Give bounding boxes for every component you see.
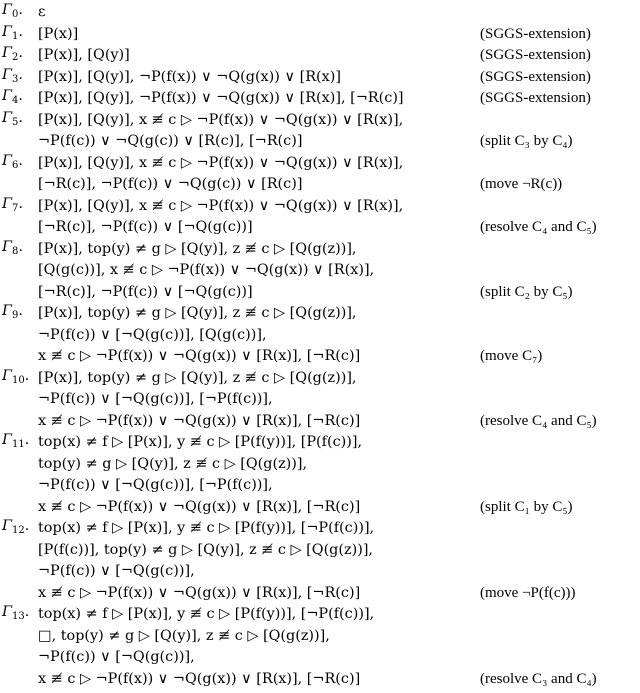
derivation-line	[0, 626, 640, 648]
derivation-line	[0, 153, 640, 175]
clause-sequence: [P(x)], top(y) ≠ g ▷ [Q(y)], z ≢ c ▷ [Q(g(z))],	[38, 305, 357, 322]
justification: (move ¬R(c))	[480, 176, 563, 193]
clause-sequence: ε	[38, 4, 46, 20]
derivation-line	[0, 497, 640, 519]
step-label	[0, 602, 38, 628]
derivation-line	[0, 196, 640, 218]
step-symbol: Γ	[2, 604, 12, 621]
justification: (resolve C₄ and C₅)	[480, 219, 597, 236]
step-dot: .	[24, 432, 30, 449]
step-number: 3	[12, 73, 19, 85]
step-label	[0, 430, 38, 456]
derivation-line	[0, 454, 640, 476]
step-number: 11	[12, 439, 25, 451]
derivation-line	[0, 389, 640, 411]
step-symbol: Γ	[2, 518, 12, 535]
derivation-line	[0, 604, 640, 626]
derivation-line	[0, 540, 640, 562]
step-number: 2	[12, 52, 19, 64]
step-dot: .	[18, 195, 23, 212]
clause-sequence: top(x) ≠ f ▷ [P(x)], y ≢ c ▷ [P(f(y))], [¬P(f(c))],	[38, 606, 375, 623]
justification: (resolve C₃ and C₄)	[480, 670, 597, 687]
clause-sequence: top(x) ≠ f ▷ [P(x)], y ≢ c ▷ [P(f(y))], [P(f(c))],	[38, 434, 363, 451]
derivation-line	[0, 2, 640, 24]
derivation-line	[0, 239, 640, 261]
clause-sequence: [¬R(c)], ¬P(f(c)) ∨ ¬Q(g(c)) ∨ [R(c)]	[38, 176, 303, 193]
derivation-line	[0, 518, 640, 540]
clause-sequence: [P(x)], [Q(y)], x ≢ c ▷ ¬P(f(x)) ∨ ¬Q(g(x)) ∨ [R(x)],	[38, 111, 404, 128]
step-number: 0	[12, 9, 19, 20]
clause-sequence: □, top(y) ≠ g ▷ [Q(y)], z ≢ c ▷ [Q(g(z))],	[38, 627, 330, 644]
step-label	[0, 366, 38, 392]
step-symbol: Γ	[2, 152, 12, 169]
step-symbol: Γ	[2, 66, 12, 83]
justification: (SGGS-extension)	[480, 90, 591, 107]
derivation-line	[0, 45, 640, 67]
clause-sequence: [P(x)], [Q(y)], ¬P(f(x)) ∨ ¬Q(g(x)) ∨ [R(x)]	[38, 68, 341, 85]
clause-sequence: [P(x)], [Q(y)], x ≢ c ▷ ¬P(f(x)) ∨ ¬Q(g(x)) ∨ [R(x)],	[38, 197, 404, 214]
clause-sequence: ¬P(f(c)) ∨ [¬Q(g(c))], [¬P(f(c))],	[38, 391, 273, 408]
step-dot: .	[24, 518, 30, 535]
clause-sequence: ¬P(f(c)) ∨ ¬Q(g(c)) ∨ [R(c)], [¬R(c)]	[38, 133, 303, 150]
step-symbol: Γ	[2, 23, 12, 40]
step-symbol: Γ	[2, 109, 12, 126]
step-number: 5	[12, 116, 19, 128]
step-number: 13	[12, 611, 25, 623]
step-symbol: Γ	[2, 2, 12, 18]
derivation-line	[0, 24, 640, 46]
step-dot: .	[18, 152, 23, 169]
clause-sequence: [P(f(c))], top(y) ≠ g ▷ [Q(y)], z ≢ c ▷ [Q(g(z))],	[38, 541, 374, 558]
clause-sequence: ¬P(f(c)) ∨ [¬Q(g(c))],	[38, 563, 195, 580]
step-symbol: Γ	[2, 432, 12, 449]
step-number: 8	[12, 245, 19, 257]
step-label	[0, 301, 38, 327]
derivation-line	[0, 411, 640, 433]
derivation-line	[0, 475, 640, 497]
justification: (SGGS-extension)	[480, 25, 591, 42]
step-dot: .	[24, 367, 30, 384]
clause-sequence: [P(x)], top(y) ≠ g ▷ [Q(y)], z ≢ c ▷ [Q(g(z))],	[38, 369, 357, 386]
step-number: 9	[12, 310, 19, 322]
justification: (SGGS-extension)	[480, 47, 591, 64]
step-number: 6	[12, 159, 19, 171]
derivation-line	[0, 669, 640, 691]
derivation-line	[0, 88, 640, 110]
derivation-line	[0, 432, 640, 454]
step-dot: .	[18, 45, 23, 62]
clause-sequence: [P(x)], [Q(y)], ¬P(f(x)) ∨ ¬Q(g(x)) ∨ [R(x)], [¬R(c)]	[38, 90, 404, 107]
clause-sequence: x ≢ c ▷ ¬P(f(x)) ∨ ¬Q(g(x)) ∨ [R(x)], [¬R(c)]	[38, 498, 361, 515]
justification: (split C₂ by C₅)	[480, 283, 573, 300]
derivation-line	[0, 67, 640, 89]
derivation-line	[0, 282, 640, 304]
derivation-line	[0, 303, 640, 325]
step-label	[0, 194, 38, 220]
clause-sequence: [¬R(c)], ¬P(f(c)) ∨ [¬Q(g(c))]	[38, 219, 253, 236]
step-symbol: Γ	[2, 367, 12, 384]
step-dot: .	[18, 109, 23, 126]
clause-sequence: top(x) ≠ f ▷ [P(x)], y ≢ c ▷ [P(f(y))], [¬P(f(c))],	[38, 520, 375, 537]
step-label	[0, 516, 38, 542]
clause-sequence: x ≢ c ▷ ¬P(f(x)) ∨ ¬Q(g(x)) ∨ [R(x)], [¬R(c)]	[38, 670, 361, 687]
step-dot: .	[18, 2, 23, 18]
step-number: 1	[12, 30, 19, 42]
derivation-line	[0, 217, 640, 239]
step-symbol: Γ	[2, 238, 12, 255]
step-symbol: Γ	[2, 195, 12, 212]
derivation-line	[0, 368, 640, 390]
derivation-line	[0, 110, 640, 132]
clause-sequence: [¬R(c)], ¬P(f(c)) ∨ [¬Q(g(c))]	[38, 283, 253, 300]
clause-sequence: top(y) ≠ g ▷ [Q(y)], z ≢ c ▷ [Q(g(z))],	[38, 455, 308, 472]
clause-sequence: x ≢ c ▷ ¬P(f(x)) ∨ ¬Q(g(x)) ∨ [R(x)], [¬R(c)]	[38, 348, 361, 365]
step-symbol: Γ	[2, 88, 12, 105]
step-dot: .	[24, 604, 30, 621]
step-dot: .	[18, 23, 23, 40]
derivation-line	[0, 260, 640, 282]
step-dot: .	[18, 66, 23, 83]
clause-sequence: [P(x)]	[38, 25, 79, 42]
step-dot: .	[18, 238, 23, 255]
derivation-line	[0, 583, 640, 605]
justification: (resolve C₄ and C₅)	[480, 412, 597, 429]
clause-sequence: [P(x)], top(y) ≠ g ▷ [Q(y)], z ≢ c ▷ [Q(g(z))],	[38, 240, 357, 257]
step-dot: .	[18, 303, 23, 320]
justification: (split C₃ by C₄)	[480, 133, 573, 150]
derivation-line	[0, 131, 640, 153]
justification: (move ¬P(f(c)))	[480, 584, 576, 601]
step-symbol: Γ	[2, 303, 12, 320]
clause-sequence: ¬P(f(c)) ∨ [¬Q(g(c))], [Q(g(c))],	[38, 326, 267, 343]
step-dot: .	[18, 88, 23, 105]
clause-sequence: ¬P(f(c)) ∨ [¬Q(g(c))], [¬P(f(c))],	[38, 477, 273, 494]
step-label	[0, 237, 38, 263]
step-number: 4	[12, 95, 19, 107]
step-label	[0, 151, 38, 177]
clause-sequence: ¬P(f(c)) ∨ [¬Q(g(c))],	[38, 649, 195, 666]
justification: (SGGS-extension)	[480, 68, 591, 85]
justification: (move C₇)	[480, 348, 543, 365]
step-symbol: Γ	[2, 45, 12, 62]
derivation-line	[0, 561, 640, 583]
derivation-line	[0, 174, 640, 196]
derivation-line	[0, 647, 640, 669]
clause-sequence: [Q(g(c))], x ≢ c ▷ ¬P(f(x)) ∨ ¬Q(g(x)) ∨ [R(x)],	[38, 262, 375, 279]
step-label	[0, 108, 38, 134]
justification: (split C₁ by C₅)	[480, 498, 573, 515]
step-number: 12	[12, 525, 25, 537]
derivation-line	[0, 325, 640, 347]
derivation	[0, 2, 640, 691]
step-number: 7	[12, 202, 19, 214]
step-number: 10	[12, 374, 25, 386]
clause-sequence: [P(x)], [Q(y)], x ≢ c ▷ ¬P(f(x)) ∨ ¬Q(g(x)) ∨ [R(x)],	[38, 154, 404, 171]
clause-sequence: [P(x)], [Q(y)]	[38, 47, 130, 64]
clause-sequence: x ≢ c ▷ ¬P(f(x)) ∨ ¬Q(g(x)) ∨ [R(x)], [¬R(c)]	[38, 412, 361, 429]
clause-sequence: x ≢ c ▷ ¬P(f(x)) ∨ ¬Q(g(x)) ∨ [R(x)], [¬R(c)]	[38, 584, 361, 601]
derivation-line	[0, 346, 640, 368]
